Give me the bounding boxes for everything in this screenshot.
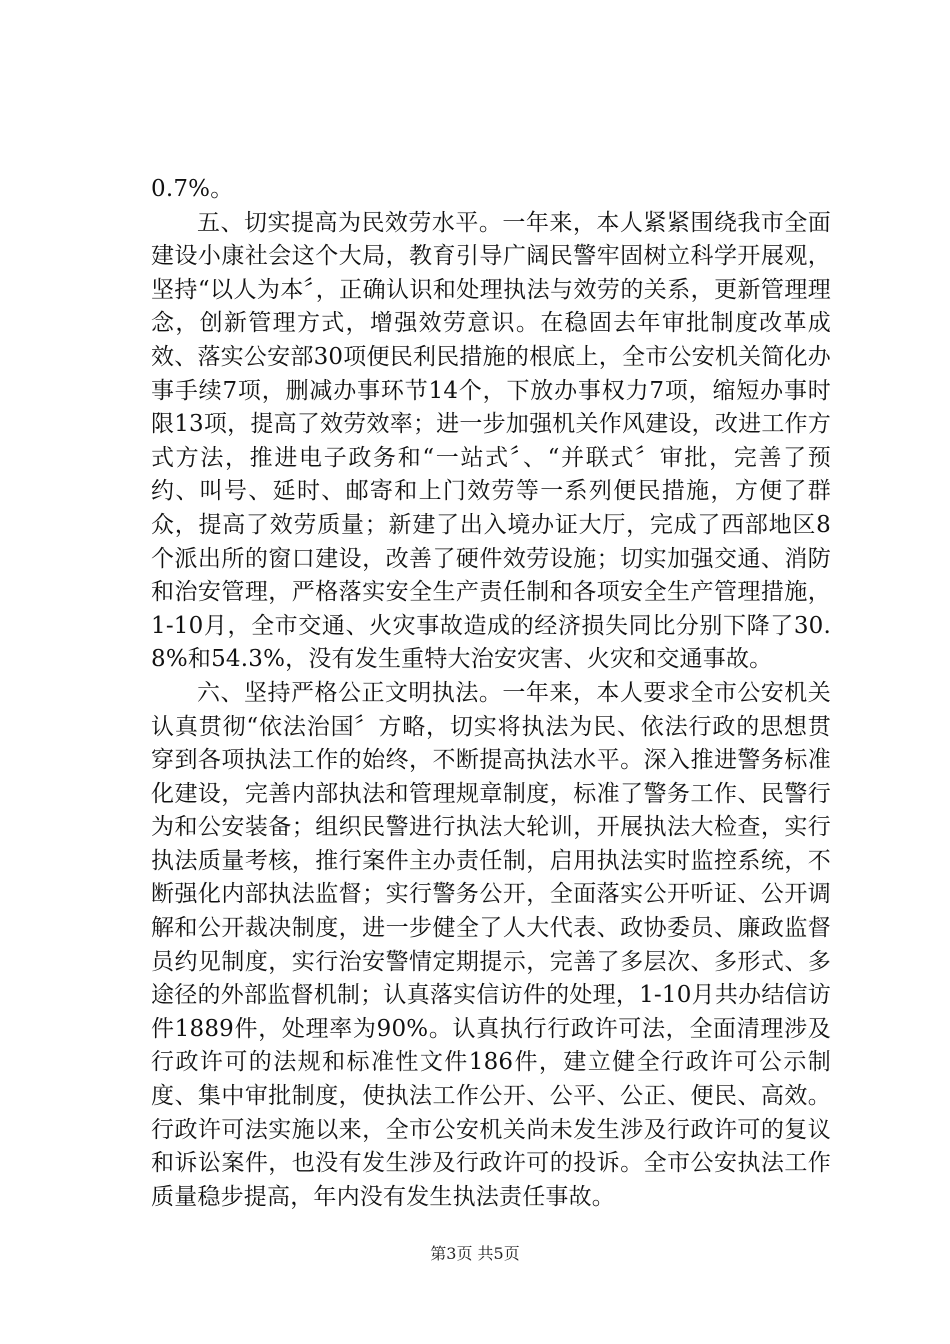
paragraph-six-law-enforcement: 六、坚持严格公正文明执法。一年来，本人要求全市公安机关认真贯彻“依法治国〞方略，切实将执法为民、依法行政的思想贯穿到各项执法工作的始终，不断提高执法水平。深入推进警务标准化建设，完善内部执法和管理规章制度，标准了警务工作、民警行为和公安装备；组织民警进行执法大轮训，开展执法大检查，实行执法质量考核，推行案件主办责任制，启用执法实时监控系统，不断强化内部执法监督；实行警务公开，全面落实公开听证、公开调解和公开裁决制度，进一步健全了人大代表、政协委员、廉政监督员约见制度，实行治安警情定期提示，完善了多层次、多形式、多途径的外部监督机制；认真落实信访件的处理，1-10月共办结信访件1889件，处理率为90%。认真执行行政许可法，全面清理涉及行政许可的法规和标准性文件186件，建立健全行政许可公示制度、集中审批制度，使执法工作公开、公平、公正、便民、高效。行政许可法实施以来，全市公安机关尚未发生涉及行政许可的复议和诉讼案件，也没有发生涉及行政许可的投诉。全市公安执法工作质量稳步提高，年内没有发生执法责任事故。 [151, 679, 831, 1210]
page-number-footer: 第3页 共5页 [430, 1244, 520, 1263]
document-body [151, 173, 831, 1214]
paragraph-continuation: 0.7%。 [151, 176, 234, 202]
paragraph-five-service-level: 五、切实提高为民效劳水平。一年来，本人紧紧围绕我市全面建设小康社会这个大局，教育引导广阔民警牢固树立科学开展观，坚持“以人为本〞，正确认识和处理执法与效劳的关系，更新管理理念，创新管理方式，增强效劳意识。在稳固去年审批制度改革成效、落实公安部30项便民利民措施的根底上，全市公安机关简化办事手续7项，删减办事环节14个，下放办事权力7项，缩短办事时限13项，提高了效劳效率；进一步加强机关作风建设，改进工作方式方法，推进电子政务和“一站式〞、“并联式〞审批，完善了预约、叫号、延时、邮寄和上门效劳等一系列便民措施，方便了群众，提高了效劳质量；新建了出入境办证大厅，完成了西部地区8个派出所的窗口建设，改善了硬件效劳设施；切实加强交通、消防和治安管理，严格落实安全生产责任制和各项安全生产管理措施，1-10月，全市交通、火灾事故造成的经济损失同比分别下降了30.8%和54.3%，没有发生重特大治安灾害、火灾和交通事故。 [151, 209, 831, 673]
